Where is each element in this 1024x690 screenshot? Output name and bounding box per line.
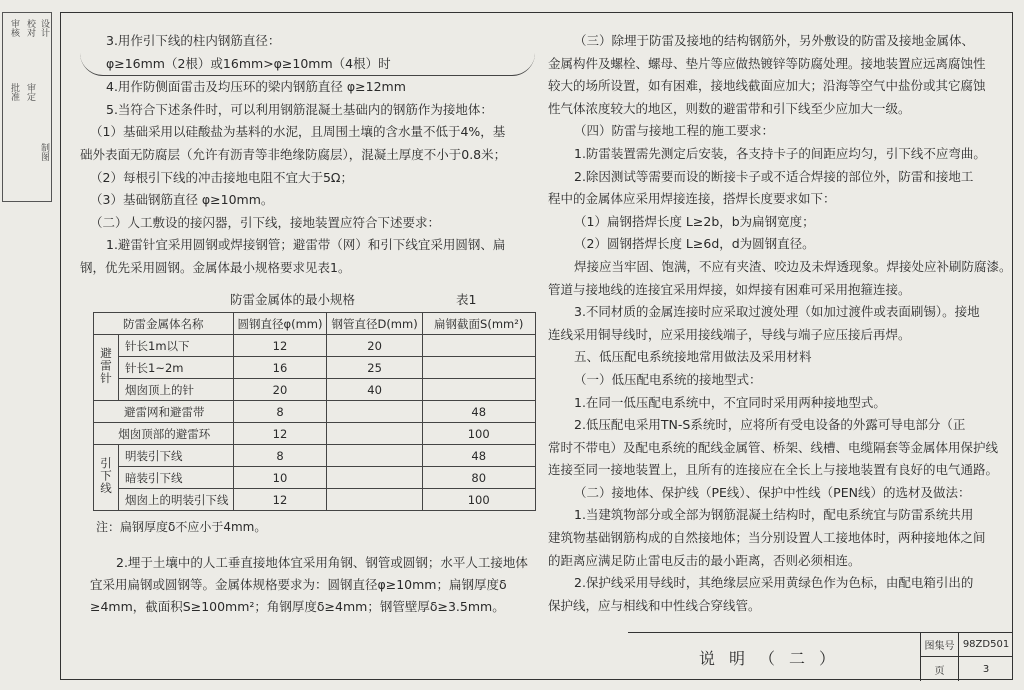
table-cell: 80 bbox=[422, 467, 535, 489]
table-cell bbox=[327, 467, 422, 489]
sheet-title: 说明（二） bbox=[628, 633, 921, 681]
table-cell bbox=[422, 379, 535, 401]
left-column bbox=[80, 30, 535, 280]
table-cell bbox=[327, 445, 422, 467]
table-caption: 防雷金属体的最小规格 bbox=[230, 292, 356, 307]
text-line: （3）基础钢筋直径 φ≥10mm。 bbox=[90, 192, 274, 208]
table-row bbox=[94, 401, 536, 423]
table-cell: 针长1~2m bbox=[119, 357, 234, 379]
table-cell: 8 bbox=[233, 445, 327, 467]
text-line: 五、低压配电系统接地常用做法及采用材料 bbox=[574, 349, 812, 365]
table-row bbox=[94, 423, 536, 445]
text-line: 连接至同一接地装置上，且所有的连接应在全长上与接地装置有良好的电气通路。 bbox=[548, 462, 999, 478]
table-row bbox=[94, 489, 536, 511]
text-line: 连线采用铜导线时，应采用接线端子，导线与端子应压接后再焊。 bbox=[548, 326, 911, 342]
text-line: 5.当符合下述条件时，可以利用钢筋混凝土基础内的钢筋作为接地体： bbox=[106, 101, 493, 117]
text-line: 1.当建筑物部分或全部为钢筋混凝土结构时，配电系统宜与防雷系统共用 bbox=[574, 507, 974, 523]
table-row bbox=[94, 357, 536, 379]
text-line: 保护线，应与相线和中性线合穿线管。 bbox=[548, 597, 761, 613]
text-line: 1.在同一低压配电系统中，不宜同时采用两种接地型式。 bbox=[574, 394, 886, 410]
table-cell: 20 bbox=[233, 379, 327, 401]
spec-table bbox=[93, 312, 536, 511]
page-number: 3 bbox=[958, 657, 1013, 681]
binding-label: 审核 bbox=[9, 19, 19, 37]
table-cell: 8 bbox=[233, 401, 327, 423]
text-line: 1.避雷针宜采用圆钢或焊接钢管；避雷带（网）和引下线宜采用圆钢、扁 bbox=[106, 237, 506, 253]
page-label: 页 bbox=[920, 657, 958, 681]
binding-label: 设计 bbox=[39, 19, 49, 37]
table-cell: 100 bbox=[422, 489, 535, 511]
lower-paragraph bbox=[90, 552, 528, 618]
text-line: 建筑物基础钢筋构成的自然接地体；当分别设置人工接地体时，两种接地体之间 bbox=[548, 530, 986, 546]
text-line: 2.除因测试等需要而设的断接卡子或不适合焊接的部位外，防雷和接地工 bbox=[574, 168, 974, 184]
table-cell: 明装引下线 bbox=[119, 445, 234, 467]
table-cell: 25 bbox=[327, 357, 422, 379]
text-line: 焊接应当牢固、饱满，不应有夹渣、咬边及未焊透现象。焊接处应补刷防腐漆。 bbox=[574, 258, 1012, 274]
table-header: 扁钢截面S(mm²) bbox=[422, 313, 535, 335]
table-cell: 100 bbox=[422, 423, 535, 445]
text-line: φ≥16mm（2根）或16mm>φ≥10mm（4根）时 bbox=[80, 53, 535, 77]
table-row bbox=[94, 379, 536, 401]
binding-label: 批准 bbox=[9, 83, 19, 101]
table-cell: 12 bbox=[233, 489, 327, 511]
table-cell: 48 bbox=[422, 445, 535, 467]
binding-label: 校对 bbox=[25, 19, 35, 37]
table-cell bbox=[422, 357, 535, 379]
table-row bbox=[94, 445, 536, 467]
table-cell bbox=[327, 489, 422, 511]
text-line: 2.埋于土壤中的人工垂直接地体宜采用角钢、钢管或圆钢；水平人工接地体 bbox=[116, 555, 528, 570]
table-cell: 避雷网和避雷带 bbox=[94, 401, 234, 423]
table-cell: 烟囱上的明装引下线 bbox=[119, 489, 234, 511]
text-line: （一）低压配电系统的接地型式： bbox=[574, 371, 762, 387]
text-line: 4.用作防侧面雷击及均压环的梁内钢筋直径 φ≥12mm bbox=[106, 79, 406, 95]
binding-label: 审定 bbox=[25, 83, 35, 101]
text-line: 础外表面无防腐层（允许有沥青等非绝缘防腐层），混凝土厚度不小于0.8米； bbox=[80, 146, 507, 162]
text-line: ≥4mm，截面积S≥100mm²；角钢厚度δ≥4mm；钢管壁厚δ≥3.5mm。 bbox=[90, 599, 505, 614]
table-row bbox=[94, 335, 536, 357]
text-line: （2）圆钢搭焊长度 L≥6d，d为圆钢直径。 bbox=[574, 236, 815, 252]
text-line: 程中的金属体应采用焊接连接，搭焊长度要求如下： bbox=[548, 191, 836, 207]
text-line: （二）人工敷设的接闪器，引下线，接地装置应符合下述要求： bbox=[90, 214, 441, 230]
table-cell: 12 bbox=[233, 423, 327, 445]
text-line: （二）接地体、保护线（PE线）、保护中性线（PEN线）的选材及做法： bbox=[574, 484, 971, 500]
atlas-number: 98ZD501 bbox=[958, 633, 1013, 657]
text-line: （四）防雷与接地工程的施工要求： bbox=[574, 123, 775, 139]
table-cell bbox=[422, 335, 535, 357]
table-cell: 20 bbox=[327, 335, 422, 357]
table-cell: 10 bbox=[233, 467, 327, 489]
table-number: 表1 bbox=[456, 292, 477, 307]
text-line: 较大的场所设置，如有困难，接地线截面应加大；沿海等空气中盐份或其它腐蚀 bbox=[548, 78, 986, 94]
table-cell: 12 bbox=[233, 335, 327, 357]
table-header: 防雷金属体名称 bbox=[94, 313, 234, 335]
text-line: 2.保护线采用导线时，其绝缘层应采用黄绿色作为色标，由配电箱引出的 bbox=[574, 575, 974, 591]
title-block bbox=[628, 632, 1013, 681]
table-cell: 烟囱顶上的针 bbox=[119, 379, 234, 401]
group-label: 引下线 bbox=[94, 445, 119, 511]
table-cell bbox=[327, 423, 422, 445]
table-header: 钢管直径D(mm) bbox=[327, 313, 422, 335]
text-line: 常时不带电）及配电系统的配线金属管、桥架、线槽、电缆隔套等金属体用保护线 bbox=[548, 439, 999, 455]
text-line: 3.不同材质的金属连接时应采取过渡处理（如加过渡件或表面刷锡）。接地 bbox=[574, 304, 980, 320]
text-line: 性气体浓度较大的地区，则数的避雷带和引下线至少应加大一级。 bbox=[548, 100, 911, 116]
right-column bbox=[548, 30, 1012, 617]
table-note: 注：扁钢厚度δ不应小于4mm。 bbox=[96, 520, 267, 534]
text-line: （2）每根引下线的冲击接地电阻不宜大于5Ω； bbox=[90, 169, 353, 185]
table-header-row bbox=[94, 313, 536, 335]
binding-strip bbox=[2, 12, 52, 202]
binding-label: 制图 bbox=[39, 143, 49, 161]
table-header: 圆钢直径φ(mm) bbox=[233, 313, 327, 335]
group-label: 避雷针 bbox=[94, 335, 119, 401]
atlas-label: 图集号 bbox=[920, 633, 958, 657]
text-line: （1）基础采用以硅酸盐为基料的水泥，且周围土壤的含水量不低于4%，基 bbox=[90, 124, 506, 140]
text-line: 的距离应满足防止雷电反击的最小距离，否则必须相连。 bbox=[548, 552, 861, 568]
text-line: 1.防雷装置需先测定后安装，各支持卡子的间距应均匀，引下线不应弯曲。 bbox=[574, 145, 986, 161]
table-cell: 48 bbox=[422, 401, 535, 423]
table-cell: 烟囱顶部的避雷环 bbox=[94, 423, 234, 445]
table-cell: 16 bbox=[233, 357, 327, 379]
table-cell: 40 bbox=[327, 379, 422, 401]
text-line: （三）除埋于防雷及接地的结构钢筋外，另外敷设的防雷及接地金属体、 bbox=[574, 33, 975, 48]
table-cell: 针长1m以下 bbox=[119, 335, 234, 357]
text-line: 金属构件及螺栓、螺母、垫片等应做热镀锌等防腐处理。接地装置应远离腐蚀性 bbox=[548, 55, 986, 71]
text-line: 2.低压配电采用TN-S系统时，应将所有受电设备的外露可导电部分（正 bbox=[574, 417, 966, 433]
text-line: 钢，优先采用圆钢。金属体最小规格要求见表1。 bbox=[80, 259, 351, 275]
table-cell bbox=[327, 401, 422, 423]
table-cell: 暗装引下线 bbox=[119, 467, 234, 489]
text-line: 3.用作引下线的柱内钢筋直径： bbox=[106, 33, 281, 48]
text-line: （1）扁钢搭焊长度 L≥2b，b为扁钢宽度； bbox=[574, 213, 815, 229]
text-line: 宜采用扁钢或圆钢等。金属体规格要求为：圆钢直径φ≥10mm；扁钢厚度δ bbox=[90, 577, 507, 592]
table-row bbox=[94, 467, 536, 489]
text-line: 管道与接地线的连接宜采用焊接，如焊接有困难可采用抱箍连接。 bbox=[548, 281, 911, 297]
